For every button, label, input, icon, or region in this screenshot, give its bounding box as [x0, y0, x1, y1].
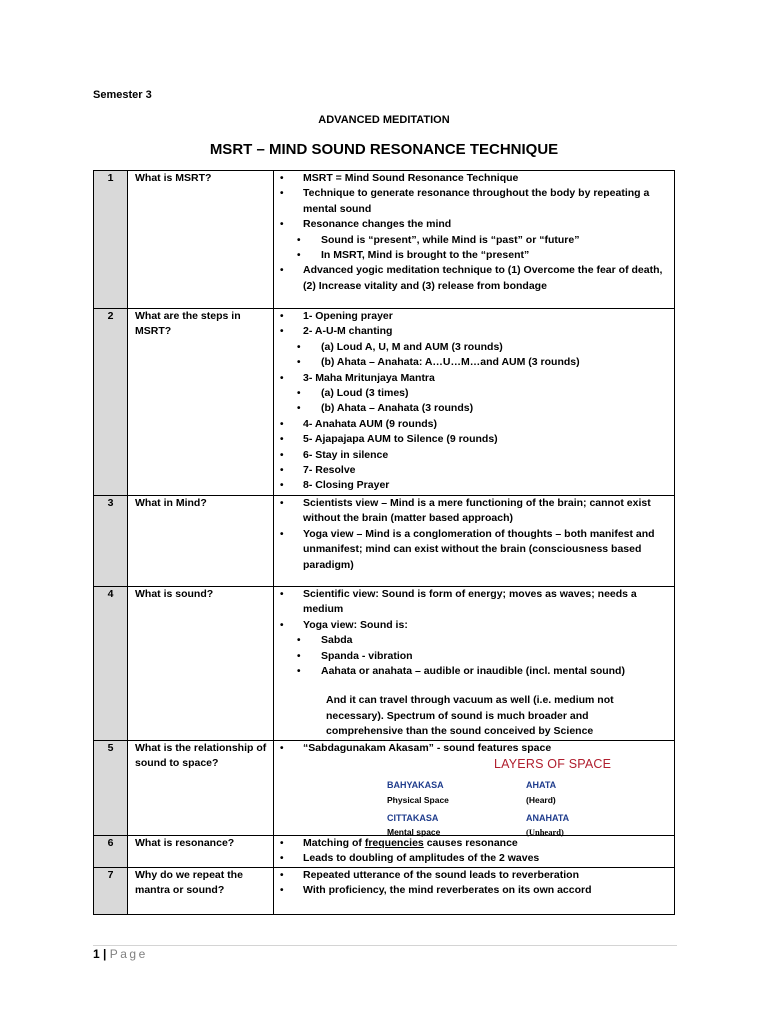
bahyakasa-label: BAHYAKASA: [387, 780, 444, 791]
row-answer: [274, 587, 675, 741]
list-item: • (a) Loud A, U, M and AUM (3 rounds): [274, 340, 668, 355]
list-item: • Aahata or anahata – audible or inaudible (incl. mental sound): [274, 664, 668, 679]
row-question: What in Mind?: [128, 496, 274, 587]
list-item: • 3- Maha Mritunjaya Mantra • (a) Loud (3 times) • (b) Ahata – Anahata (3 rounds): [274, 371, 668, 417]
physical-space-label: Physical Space: [387, 795, 449, 806]
list-item: • (b) Ahata – Anahata (3 rounds): [274, 401, 668, 416]
table-row: [94, 309, 675, 496]
list-item: • 1- Opening prayer: [274, 309, 668, 324]
page-number: 1: [93, 947, 100, 961]
list-item: • Yoga view – Mind is a conglomeration of thoughts – both manifest and unmanifest; mind can exist without the brain (consciousness based paradigm): [274, 527, 668, 573]
list-item: • Advanced yogic meditation technique to (1) Overcome the fear of death, (2) Increase vitality and (3) release from bondage: [274, 263, 668, 294]
table-row: [94, 496, 675, 587]
row-number: 6: [94, 835, 128, 867]
row-answer: [274, 740, 675, 838]
table-row: [94, 867, 675, 914]
row-number: 7: [94, 867, 128, 914]
row-number: 4: [94, 587, 128, 741]
table-row: [94, 171, 675, 309]
page-title: MSRT – MIND SOUND RESONANCE TECHNIQUE: [209, 141, 559, 158]
list-item: • Sound is “present”, while Mind is “past” or “future”: [274, 233, 668, 248]
row-question: What is MSRT?: [128, 171, 274, 309]
list-item: • Resonance changes the mind • Sound is “present”, while Mind is “past” or “future” • In MSRT, Mind is brought to the “present”: [274, 217, 668, 263]
list-item: • Scientific view: Sound is form of energy; moves as waves; needs a medium: [274, 587, 668, 618]
layers-of-space-figure: [274, 756, 668, 838]
row-question: What is sound?: [128, 587, 274, 741]
list-item: • In MSRT, Mind is brought to the “present”: [274, 248, 668, 263]
page-label: Page: [109, 947, 148, 961]
figure-title: LAYERS OF SPACE: [494, 757, 612, 772]
list-item: • With proficiency, the mind reverberates on its own accord: [274, 883, 668, 898]
row-answer: [274, 496, 675, 587]
heard-label: (Heard): [526, 795, 556, 806]
cittakasa-label: CITTAKASA: [387, 813, 439, 824]
list-item: • Scientists view – Mind is a mere functioning of the brain; cannot exist without the brain (matter based approach): [274, 496, 668, 527]
page-footer: [93, 947, 148, 961]
qa-table: [93, 170, 675, 915]
list-item: • Yoga view: Sound is: • Sabda • Spanda - vibration • Aahata or anahata – audible or inaudible (incl. mental sound): [274, 618, 668, 680]
sound-note: And it can travel through vacuum as well (i.e. medium not necessary). Spectrum of sound is much broader and comprehensive than the sound conceived by Science: [326, 694, 614, 738]
list-item: • 6- Stay in silence: [274, 448, 668, 463]
row-answer: [274, 309, 675, 496]
row-question: What is resonance?: [128, 835, 274, 867]
row-question: What is the relationship of sound to space?: [128, 740, 274, 835]
course-title: ADVANCED MEDITATION: [318, 114, 450, 126]
row-answer: [274, 867, 675, 914]
row-number: 1: [94, 171, 128, 309]
list-item: • 2- A-U-M chanting • (a) Loud A, U, M and AUM (3 rounds) • (b) Ahata – Anahata: A…U…M…and AUM (3 rounds): [274, 324, 668, 370]
row-number: 5: [94, 740, 128, 835]
semester-label: Semester 3: [93, 89, 152, 101]
row-number: 3: [94, 496, 128, 587]
anahata-label: ANAHATA: [526, 813, 570, 824]
list-item: • MSRT = Mind Sound Resonance Technique: [274, 171, 668, 186]
table-row: [94, 740, 675, 835]
unheard-label: (Unheard): [526, 827, 564, 838]
list-item: • (a) Loud (3 times): [274, 386, 668, 401]
list-item: • Matching of frequencies causes resonance: [274, 836, 668, 851]
row-question: What are the steps in MSRT?: [128, 309, 274, 496]
table-row: [94, 835, 675, 867]
list-item: • 8- Closing Prayer: [274, 478, 668, 493]
list-item: • Technique to generate resonance throughout the body by repeating a mental sound: [274, 186, 668, 217]
list-item: • “Sabdagunakam Akasam” - sound features space: [274, 741, 668, 756]
footer-separator: |: [103, 947, 107, 961]
frequencies-link[interactable]: frequencies: [364, 836, 424, 849]
row-number: 2: [94, 309, 128, 496]
list-item: • Sabda: [274, 633, 668, 648]
list-item: • (b) Ahata – Anahata: A…U…M…and AUM (3 rounds): [274, 355, 668, 370]
list-item: • Leads to doubling of amplitudes of the 2 waves: [274, 851, 668, 866]
list-item: • 7- Resolve: [274, 463, 668, 478]
list-item: • 5- Ajapajapa AUM to Silence (9 rounds): [274, 432, 668, 447]
list-item: • Spanda - vibration: [274, 649, 668, 664]
row-question: Why do we repeat the mantra or sound?: [128, 867, 274, 914]
mental-space-label: Mental space: [387, 827, 441, 838]
list-item: • 4- Anahata AUM (9 rounds): [274, 417, 668, 432]
list-item: • Repeated utterance of the sound leads to reverberation: [274, 868, 668, 883]
ahata-label: AHATA: [526, 780, 557, 791]
footer-divider: [93, 945, 677, 946]
table-row: [94, 587, 675, 741]
row-answer: [274, 171, 675, 309]
row-answer: [274, 835, 675, 867]
